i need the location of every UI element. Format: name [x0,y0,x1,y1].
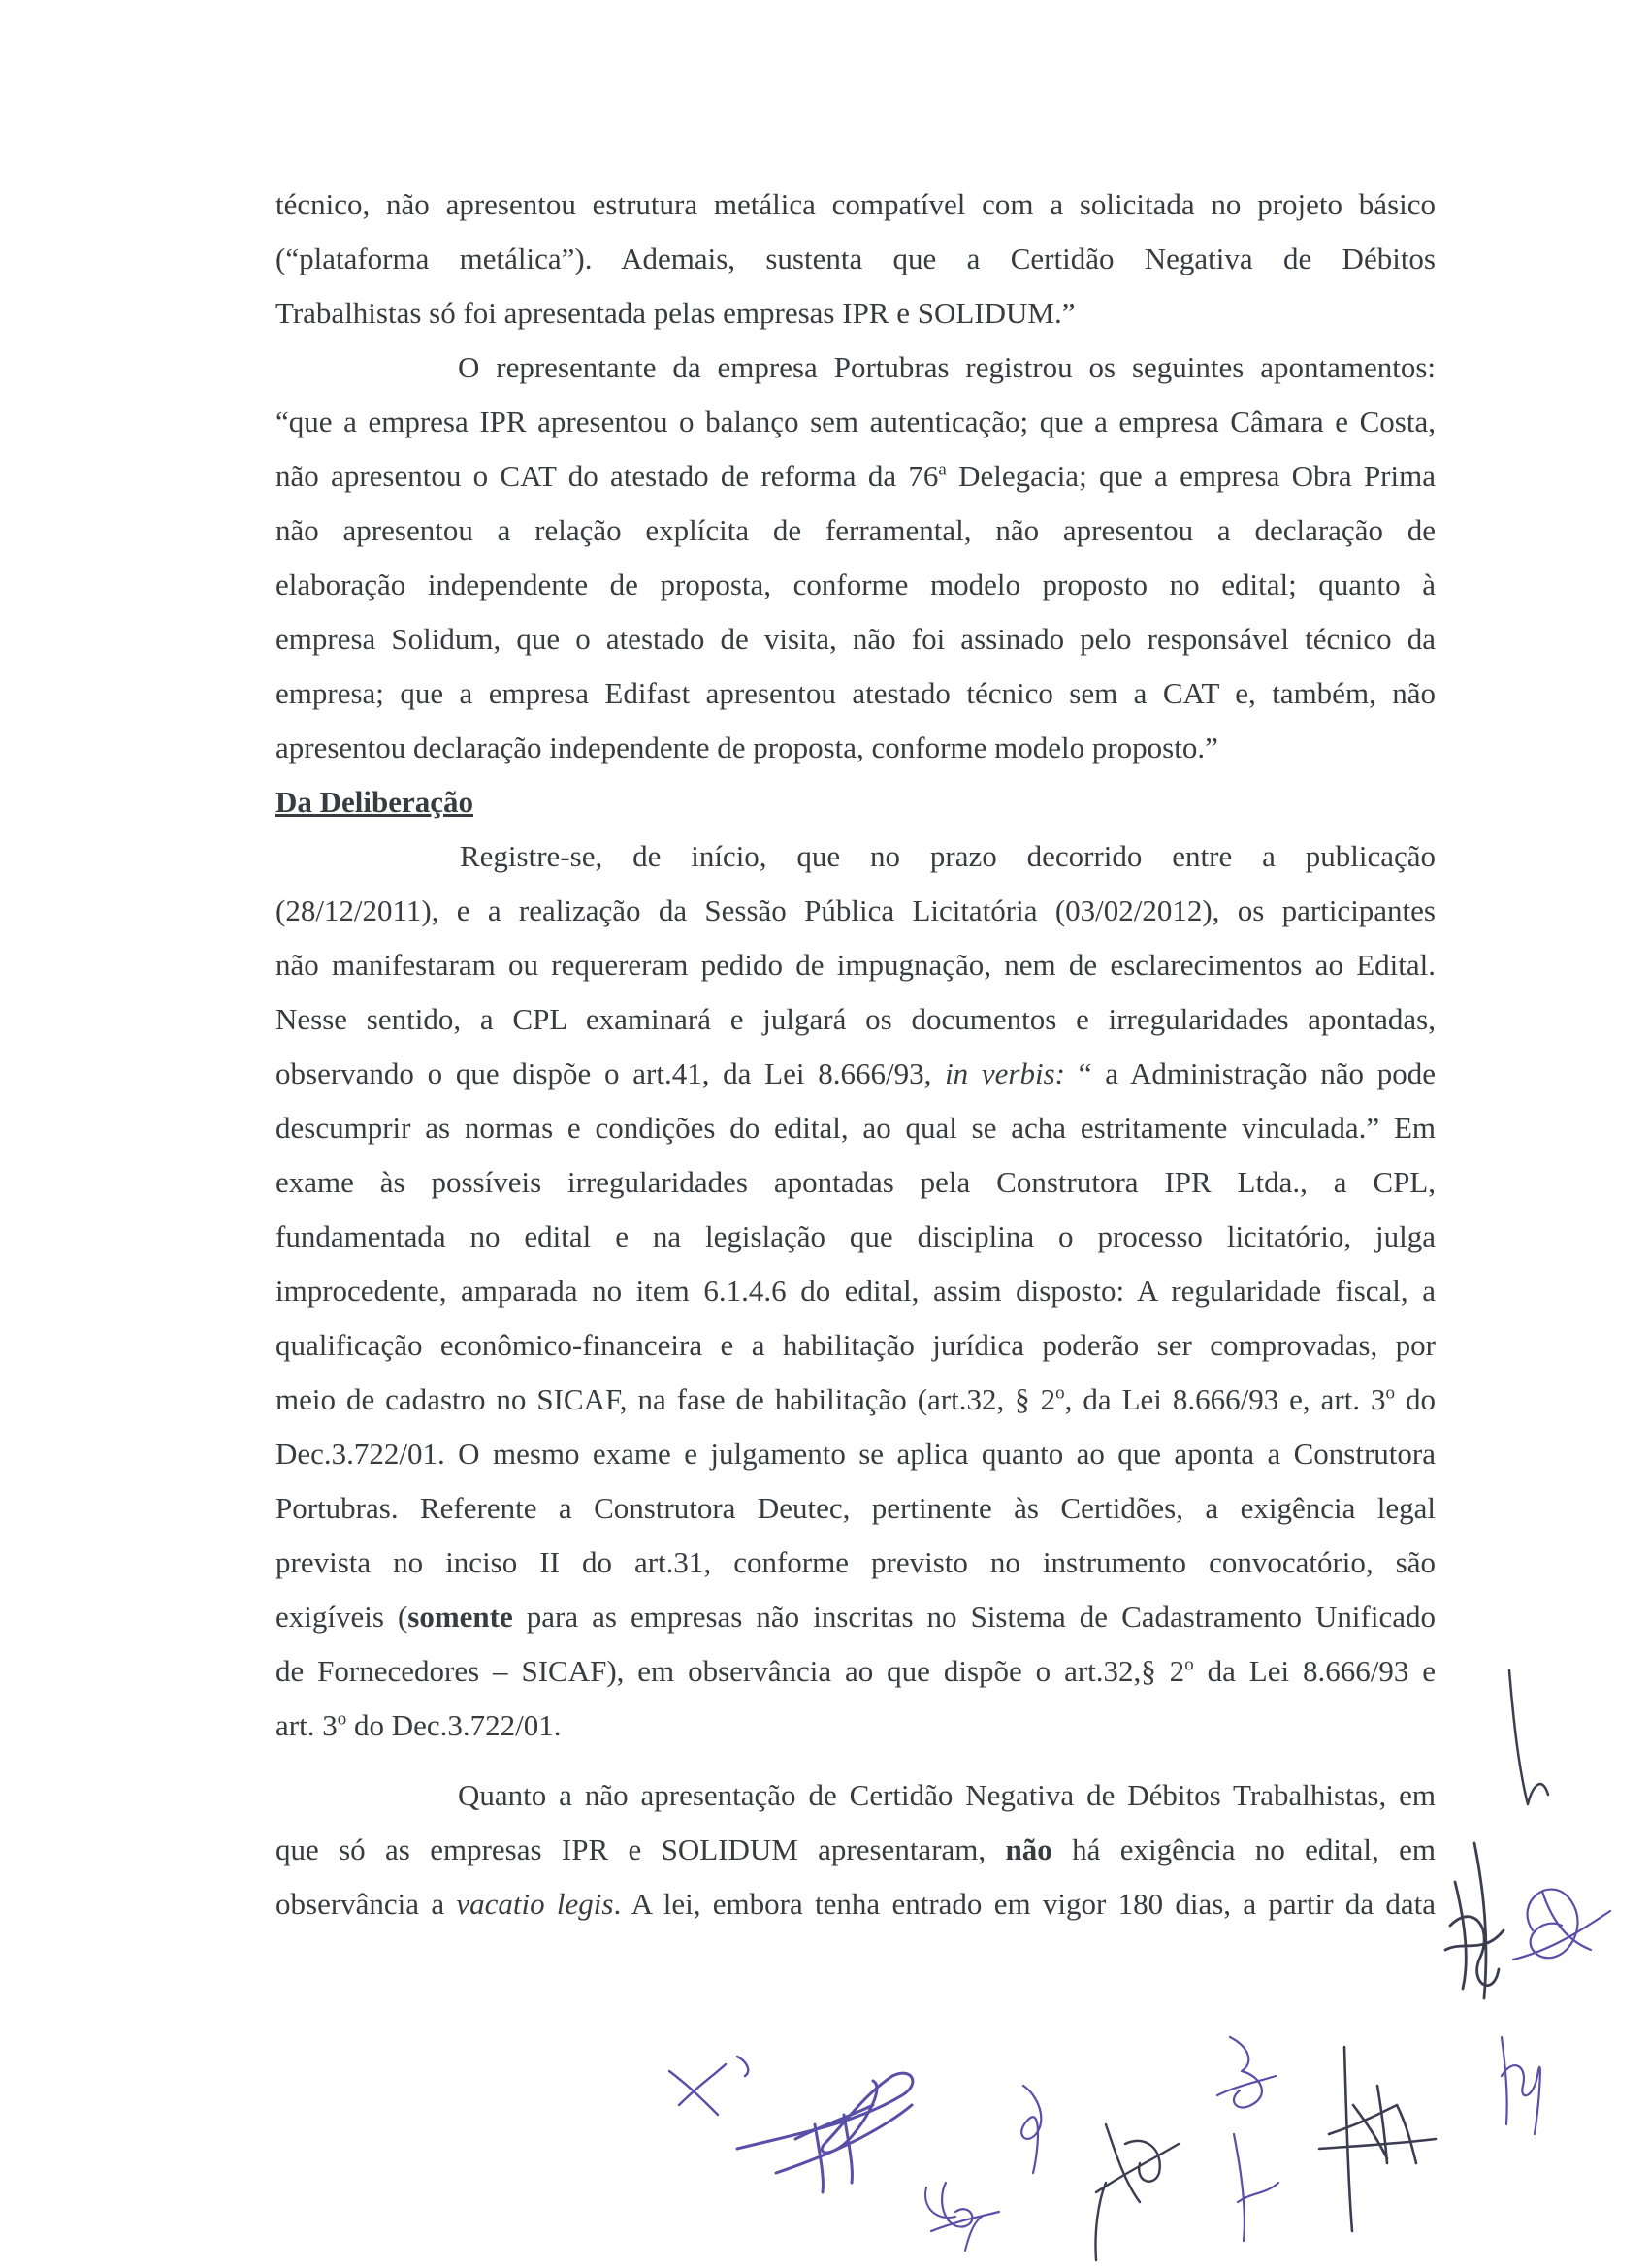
text-run: observando o que dispõe o art.41, da Lei 8.666/93, [275,1056,946,1090]
signature-4 [931,2183,999,2231]
italic-run: vacatio legis [456,1887,614,1921]
text-line: empresa Solidum, que o atestado de visita, não foi assinado pelo responsável técnico da [275,622,1436,656]
text-line: elaboração independente de proposta, conforme modelo proposto no edital; quanto à [275,567,1436,601]
superscript: o [337,1708,347,1730]
text-line: qualificação econômico-financeira e a habilitação jurídica poderão ser comprovadas, por [275,1328,1436,1362]
text-line: técnico, não apresentou estrutura metálica compatível com a solicitada no projeto básico [275,187,1436,221]
text-run: meio de cadastro no SICAF, na fase de habilitação (art.32, § 2 [275,1382,1056,1416]
text-run: que só as empresas IPR e SOLIDUM apresentaram, [275,1832,1006,1866]
text-run: observância a [275,1887,457,1921]
superscript: o [1184,1654,1194,1675]
signature-8 [1319,2047,1436,2231]
bold-run: não [1005,1832,1052,1866]
text-run: . A lei, embora tenha entrado em vigor 180 dias, a partir da data [613,1887,1436,1921]
text-line: não manifestaram ou requereram pedido de impugnação, nem de esclarecimentos ao Edital. [275,948,1436,982]
document-body [275,0,1436,1931]
text-line: exame às possíveis irregularidades apontadas pela Construtora IPR Ltda., a CPL, [275,1165,1436,1199]
italic-run: in verbis: [945,1056,1065,1090]
paragraph-4 [275,1768,1436,1931]
text-line: O representante da empresa Portubras registrou os seguintes apontamentos: [458,350,1436,384]
text-line: (28/12/2011), e a realização da Sessão Pública Licitatória (03/02/2012), os participantes [275,893,1436,927]
text-line [275,1047,1436,1101]
text-line [275,1373,1436,1427]
paragraph-2 [275,340,1436,775]
text-line: Registre-se, de início, que no prazo decorrido entre a publicação [460,839,1436,873]
signature-6 [1217,2037,1276,2107]
text-line: Nesse sentido, a CPL examinará e julgará os documentos e irregularidades apontadas, [275,1002,1436,1036]
text-run: , da Lei 8.666/93 e, art. 3 [1064,1382,1386,1416]
text-line: descumprir as normas e condições do edital, ao qual se acha estritamente vinculada.” Em [275,1111,1436,1145]
signature-5 [1095,2124,1179,2260]
signature-7 [1234,2134,1278,2241]
text-line: empresa; que a empresa Edifast apresentou atestado técnico sem a CAT e, também, não [275,676,1436,710]
superscript: o [1385,1382,1396,1404]
superscript: o [1055,1382,1065,1404]
text-run: há exigência no edital, em [1051,1832,1436,1866]
margin-initial-4 [1502,2037,1540,2134]
paragraph-1 [275,178,1436,340]
paragraph-3 [275,829,1436,1753]
text-line [275,1699,1436,1753]
text-line [275,1590,1436,1644]
text-line [275,449,1436,503]
signature-2 [737,2073,913,2192]
signature-1 [669,2057,748,2115]
text-line: “que a empresa IPR apresentou o balanço sem autenticação; que a empresa Câmara e Costa, [275,405,1436,438]
margin-initial-3 [1513,1890,1610,1960]
text-run: Delegacia; que a empresa Obra Prima [946,459,1436,493]
text-run: do [1395,1382,1436,1416]
text-run: não apresentou o CAT do atestado de reforma da 76 [275,459,939,493]
text-line: prevista no inciso II do art.31, conforme previsto no instrumento convocatório, são [275,1545,1436,1579]
bold-run: somente [407,1600,513,1634]
text-run: do Dec.3.722/01. [346,1708,562,1742]
text-line: fundamentada no edital e na legislação que disciplina o processo licitatório, julga [275,1219,1436,1253]
margin-initial-1 [1509,1670,1548,1804]
text-run: da Lei 8.666/93 e [1193,1654,1436,1688]
text-line: apresentou declaração independente de proposta, conforme modelo proposto.” [275,730,1218,764]
text-line: Quanto a não apresentação de Certidão Negativa de Débitos Trabalhistas, em [458,1778,1436,1812]
text-line: Trabalhistas só foi apresentada pelas empresas IPR e SOLIDUM.” [275,296,1076,330]
signature-9 [925,2187,982,2251]
text-run: de Fornecedores – SICAF), em observância ao que dispõe o art.32,§ 2 [275,1654,1185,1688]
margin-initial-2 [1445,1843,1504,1998]
text-run: “ a Administração não pode [1065,1056,1436,1090]
signature-3 [1021,2086,1041,2173]
text-line: improcedente, amparada no item 6.1.4.6 do edital, assim disposto: A regularidade fiscal, a [275,1274,1436,1308]
text-line [275,1877,1436,1931]
text-line: Portubras. Referente a Construtora Deutec, pertinente às Certidões, a exigência legal [275,1491,1436,1525]
section-heading: Da Deliberação [275,785,474,819]
superscript: a [938,459,947,480]
text-run: para as empresas não inscritas no Sistema de Cadastramento Unificado [512,1600,1436,1634]
text-run: exigíveis ( [275,1600,408,1634]
text-line [275,1823,1436,1877]
text-line: não apresentou a relação explícita de ferramental, não apresentou a declaração de [275,513,1436,547]
text-line: Dec.3.722/01. O mesmo exame e julgamento se aplica quanto ao que aponta a Construtora [275,1437,1436,1471]
text-line [275,1644,1436,1699]
text-line: (“plataforma metálica”). Ademais, sustenta que a Certidão Negativa de Débitos [275,242,1436,275]
text-run: art. 3 [275,1708,338,1742]
